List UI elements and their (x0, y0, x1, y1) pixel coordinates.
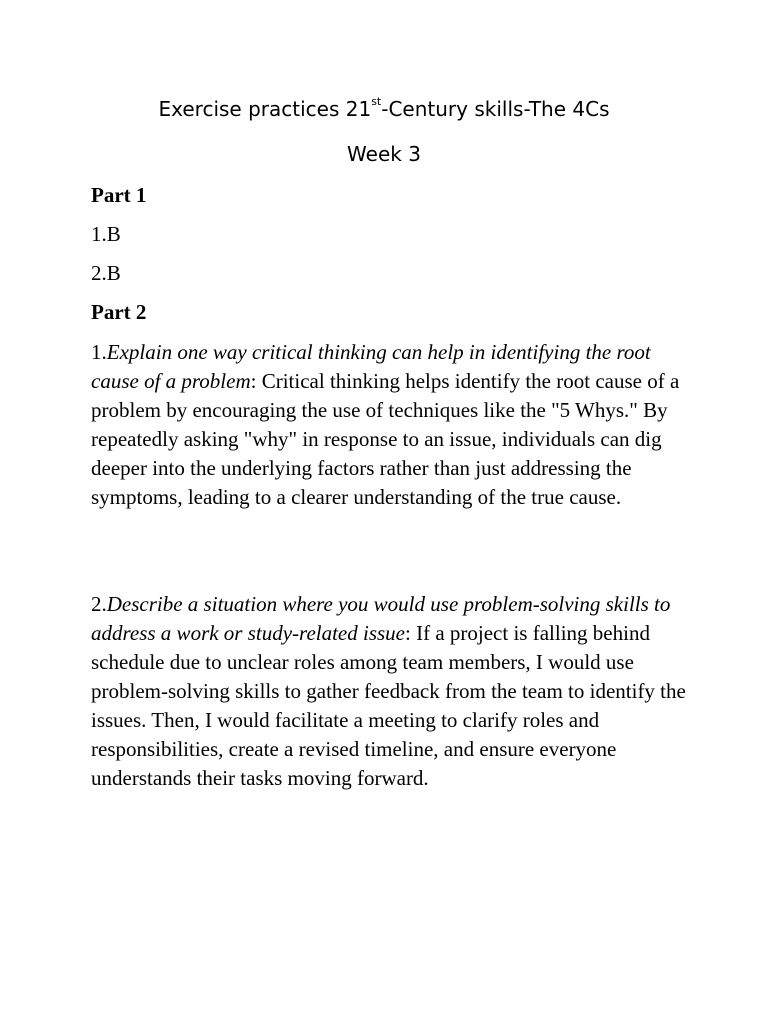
question-number: 1. (91, 340, 107, 364)
question-answer: : If a project is falling behind schedule due to unclear roles among team members, I would use problem-solving skills to gather feedback from the team to identify the issues. Then, I would facilitate a meeting to clarify roles and responsibilities, create a revised timeline, and ensure everyone understands their tasks moving forward. (91, 621, 686, 790)
question-prompt: Explain one way critical thinking can help in identifying the root cause of a problem (91, 340, 651, 393)
title-prefix: Exercise practices 21 (158, 97, 372, 121)
document-title (0, 95, 768, 123)
part2-question-2 (91, 590, 691, 793)
part1-answer-1: 1.B (91, 222, 121, 246)
title-superscript: st (371, 95, 382, 108)
part1-heading: Part 1 (91, 183, 147, 207)
part2-heading: Part 2 (91, 300, 147, 324)
part1-answer-2: 2.B (91, 261, 121, 285)
week-label: Week 3 (347, 142, 421, 166)
question-number: 2. (91, 592, 107, 616)
question-prompt: Describe a situation where you would use problem-solving skills to address a work or study-related issue (91, 592, 671, 645)
part2-question-1 (91, 338, 691, 512)
question-answer: : Critical thinking helps identify the root cause of a problem by encouraging the use of techniques like the "5 Whys." By repeatedly asking "why" in response to an issue, individuals can dig deeper into the underlying factors rather than just addressing the symptoms, leading to a clearer understanding of the true cause. (91, 369, 680, 509)
title-suffix: -Century skills-The 4Cs (381, 97, 610, 121)
